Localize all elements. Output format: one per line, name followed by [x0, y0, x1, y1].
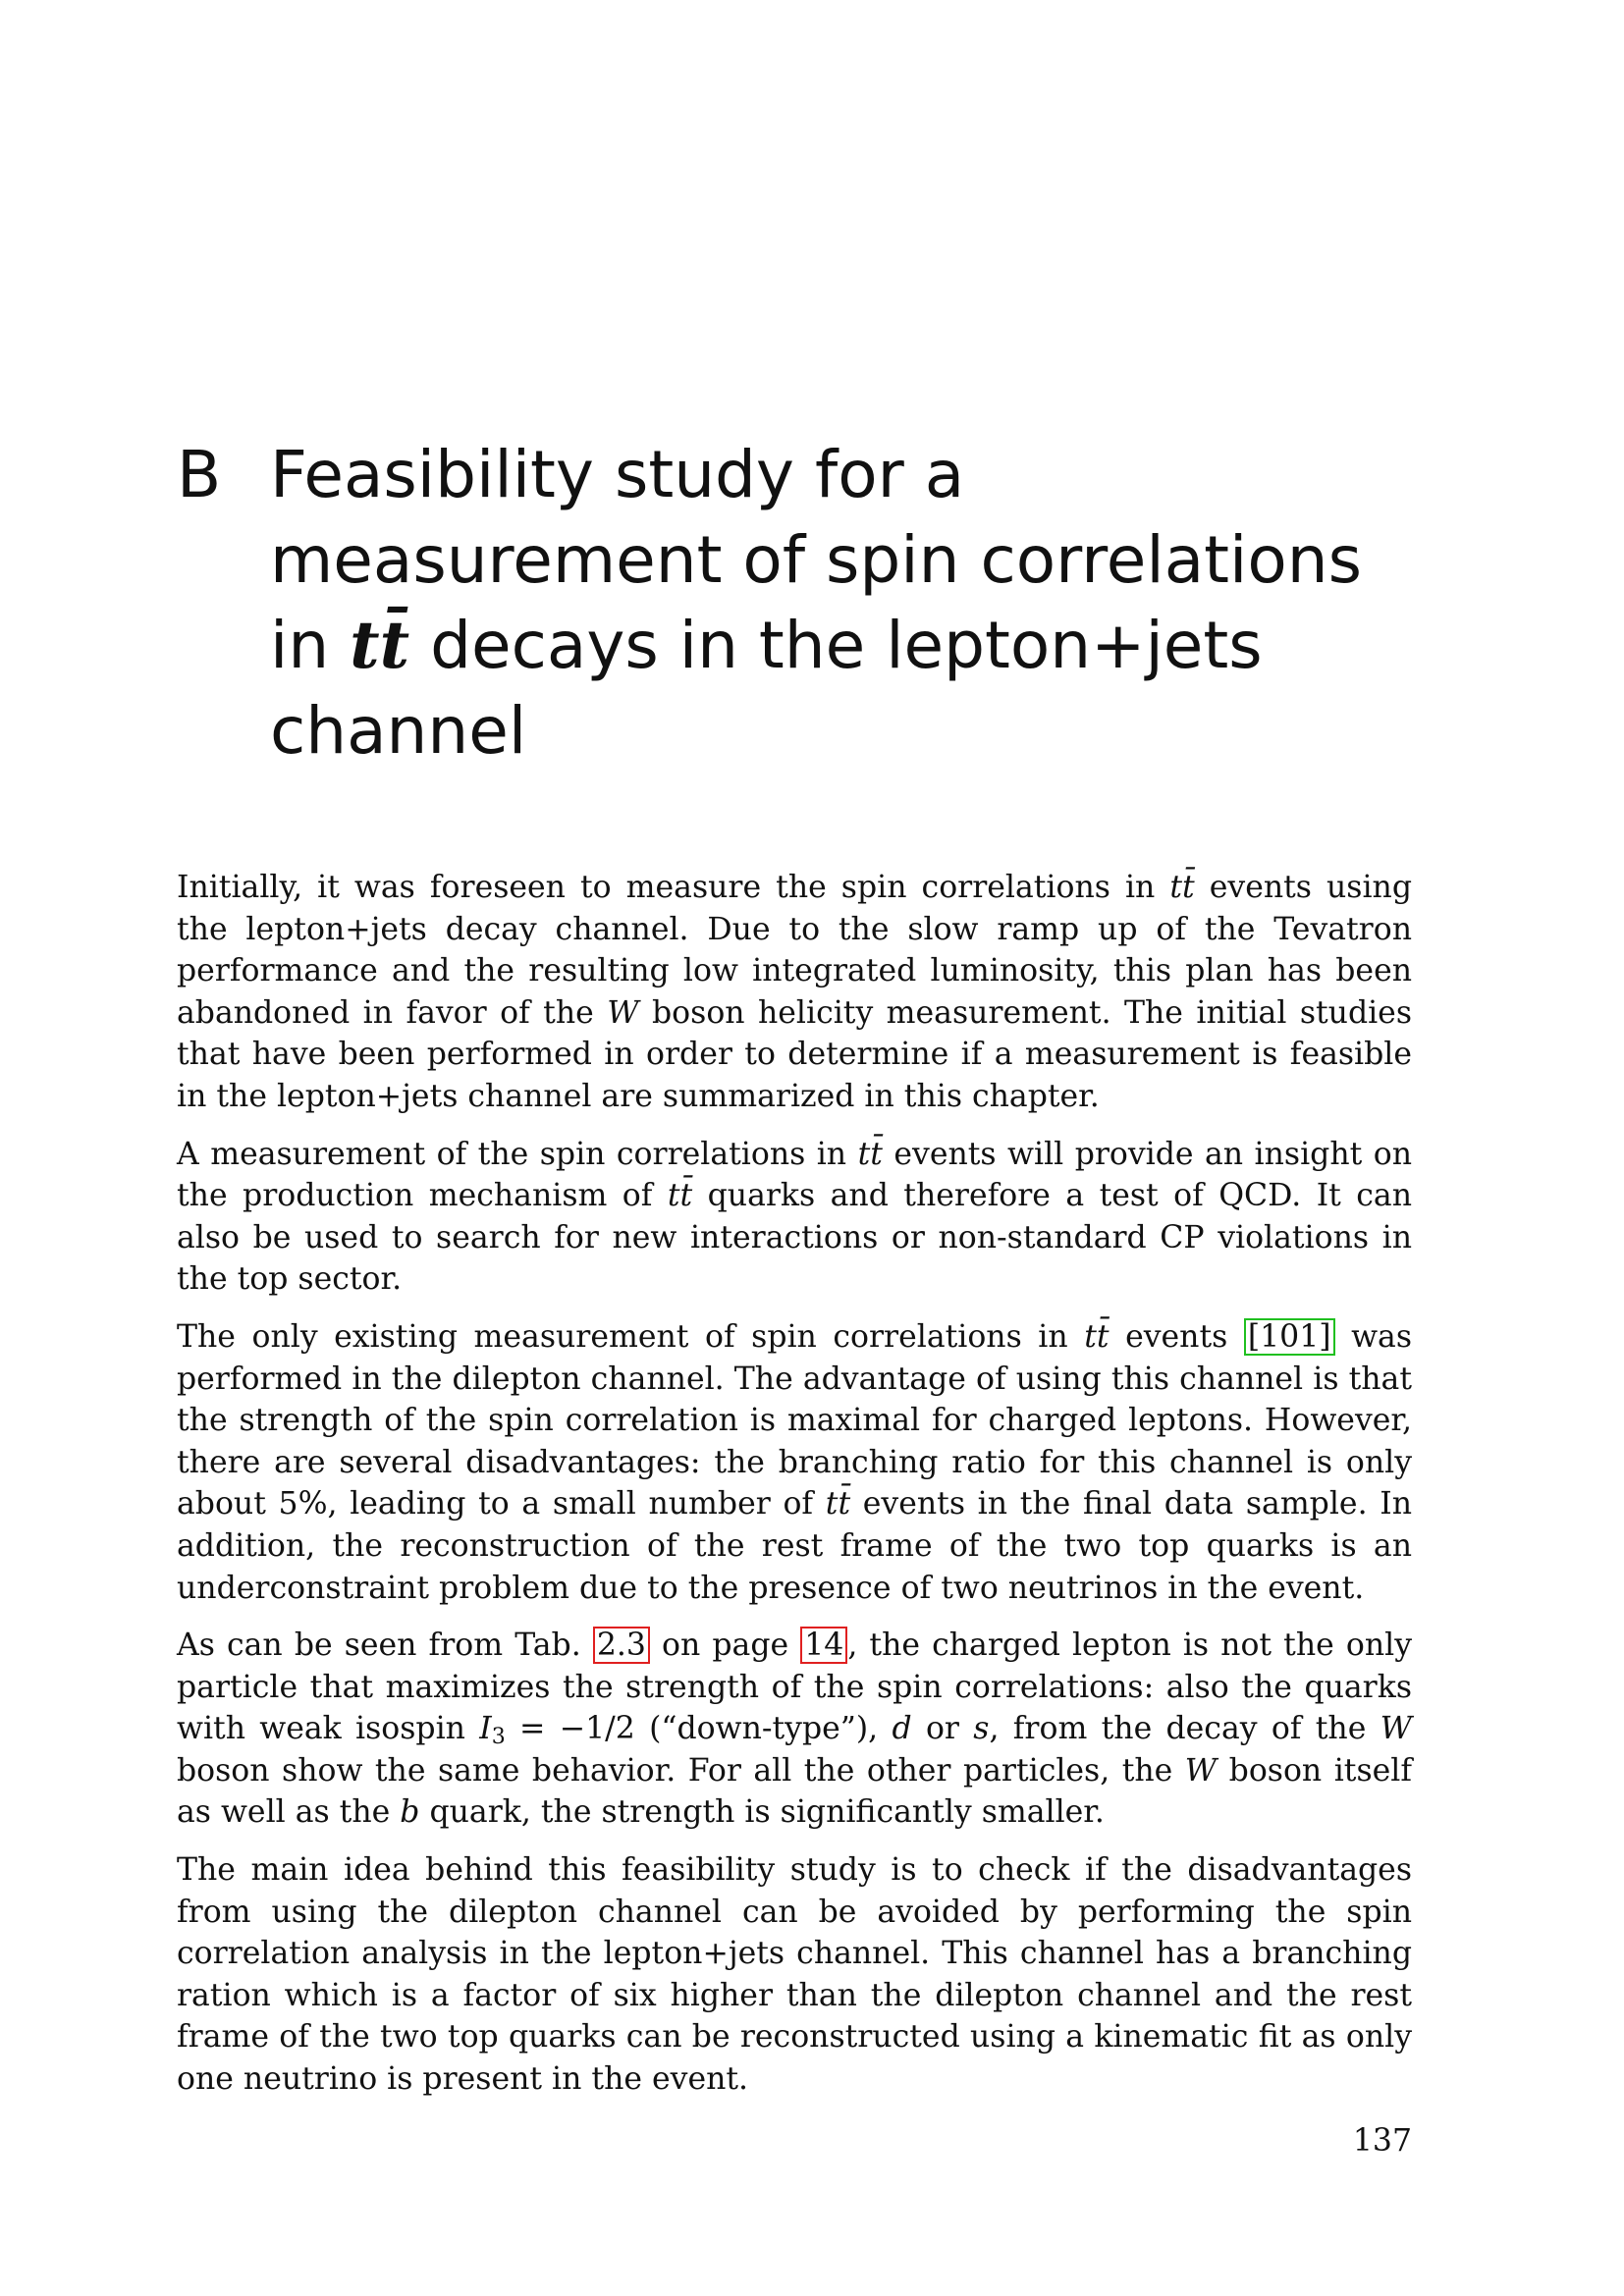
text: boson itself as well as the	[177, 1752, 1412, 1831]
text: was performed in the dilepton channel. The advantage of using this channel is that the strength of the spin correlation is maximal for charged leptons. However, there are several disadvantages: the branching ratio for this channel is only about 5%, leading to a small number of	[177, 1318, 1413, 1522]
math-ttbar: tt̄	[825, 1486, 851, 1522]
page-number: 137	[1352, 2123, 1412, 2159]
text: events will provide an insight on the production mechanism of	[177, 1136, 1412, 1214]
chapter-letter: B	[177, 437, 222, 512]
paragraph-2	[177, 1134, 1412, 1301]
chapter-title	[177, 432, 1453, 774]
text: boson helicity measurement. The initial studies that have been performed in order to determine if a measurement is feasible in the lepton+jets channel are summarized in this chapter.	[177, 994, 1412, 1114]
text: events using the lepton+jets decay channel. Due to the slow ramp up of the Tevatron performance and the resulting low integrated luminosity, this plan has been abandoned in favor of the	[177, 870, 1412, 1031]
math-subscript: 3	[491, 1725, 506, 1750]
chapter-body	[177, 867, 1412, 2116]
text: The only existing measurement of spin correlations in	[177, 1318, 1085, 1355]
math-b: b	[400, 1794, 420, 1831]
text: Initially, it was foreseen to measure the spin correlations in	[177, 870, 1170, 905]
paragraph-3	[177, 1316, 1412, 1609]
text: , from the decay of the	[989, 1711, 1380, 1747]
paragraph-4	[177, 1625, 1412, 1834]
math-W: W	[1380, 1711, 1413, 1747]
paragraph-5: The main idea behind this feasibility study is to check if the disadvantages from using the dilepton channel can be avoided by performing the spin correlation analysis in the lepton+jets channel. This channel has a branching ration which is a factor of six higher than the dilepton channel and the rest frame of the two top quarks can be reconstructed using a kinematic fit as only one neutrino is present in the event.	[177, 1852, 1412, 2098]
math-equation: = −1/2	[505, 1711, 635, 1747]
math-ttbar: tt̄	[1084, 1318, 1110, 1355]
text: As can be seen from Tab.	[177, 1628, 593, 1664]
paragraph-1	[177, 867, 1412, 1118]
math-ttbar: tt̄	[1169, 870, 1195, 905]
text: (“down-type”),	[634, 1711, 893, 1747]
citation-link[interactable]: [101]	[1244, 1318, 1335, 1356]
text: events in the final data sample. In addition, the reconstruction of the rest frame of the two top quarks is an underconstraint problem due to the presence of two neutrinos in the event.	[177, 1486, 1412, 1606]
math-ttbar: tt̄	[857, 1136, 883, 1172]
chapter-title-text: decays in the lepton+jets	[409, 608, 1263, 683]
chapter-title-line-3	[270, 603, 1453, 688]
text: quarks and therefore a test of QCD. It can also be used to search for new interactions or non-standard CP violations in the top sector.	[177, 1178, 1412, 1298]
chapter-title-line-1: Feasibility study for a	[270, 437, 965, 512]
table-reference-link[interactable]: 2.3	[593, 1627, 650, 1664]
text: quark, the strength is significantly smaller.	[419, 1794, 1105, 1831]
text: , the charged lepton is not the only particle that maximizes the strength of the spin correlations: also the quarks with weak isospin	[177, 1628, 1412, 1747]
math-s: s	[973, 1711, 990, 1747]
math-d: d	[892, 1711, 912, 1747]
text: on page	[649, 1628, 801, 1664]
text: or	[911, 1711, 974, 1747]
math-ttbar: tt̄	[667, 1178, 693, 1214]
chapter-title-math-ttbar: tt̄	[350, 607, 410, 683]
page-reference-link[interactable]: 14	[800, 1627, 847, 1664]
chapter-title-text: in	[270, 608, 351, 683]
math-W: W	[607, 994, 639, 1031]
math-I: I	[479, 1711, 492, 1747]
math-W: W	[1184, 1752, 1218, 1789]
chapter-title-line-4: channel	[270, 693, 527, 769]
text: A measurement of the spin correlations in	[177, 1136, 858, 1172]
chapter-title-line-2: measurement of spin correlations	[270, 522, 1362, 598]
text: events	[1109, 1318, 1244, 1355]
text: boson show the same behavior. For all the other particles, the	[177, 1752, 1185, 1789]
